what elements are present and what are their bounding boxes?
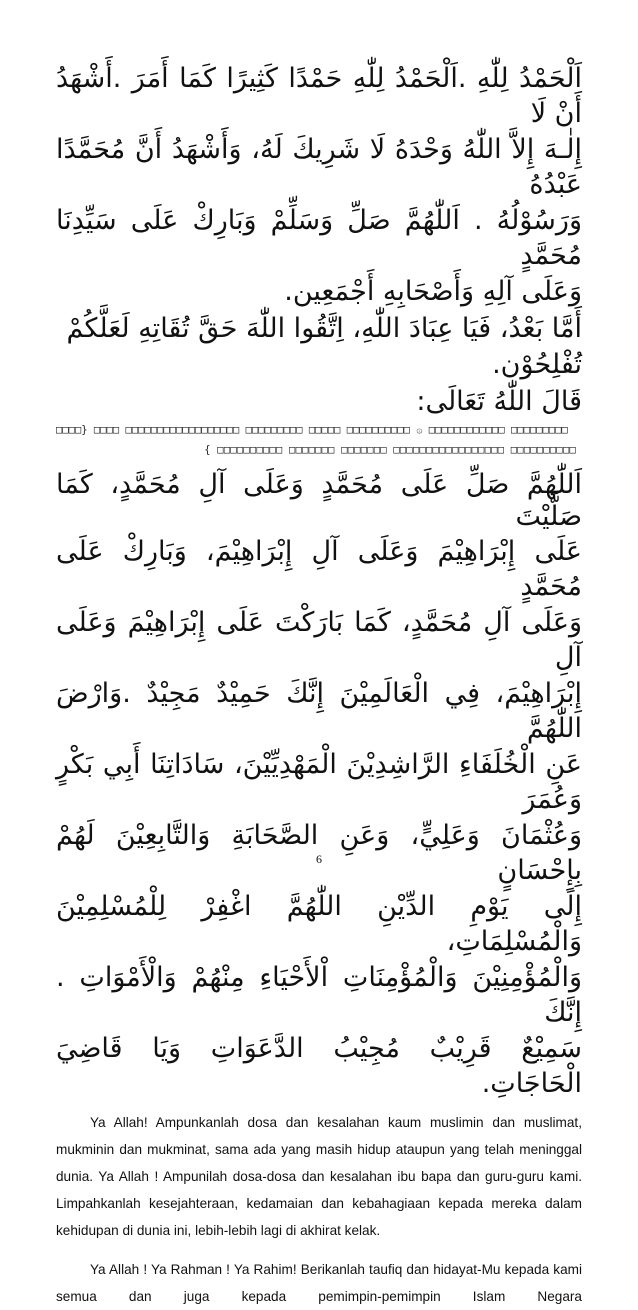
arabic-line: عَنِ الْخُلَفَاءِ الرَّاشِدِيْنَ الْمَهْدِيِّيْنَ، سَادَاتِنَا أَبِي بَكْرٍ وَعُمَرَ [56, 749, 582, 815]
arabic-line: أَمَّا بَعْدُ، فَيَا عِبَادَ اللّٰهِ، اِتَّقُوا اللّٰهَ حَقَّ تُقَاتِهِ لَعَلَّكُمْ [66, 312, 582, 344]
arabic-line: إِلَى يَوْمِ الدِّيْنِ اللّٰهُمَّ اغْفِرْ لِلْمُسْلِمِيْنَ وَالْمُسْلِمَاتِ، [56, 891, 582, 957]
arabic-line: وَعَلَى آلِهِ وَأَصْحَابِهِ أَجْمَعِين. [284, 276, 582, 307]
arabic-line: سَمِيْعٌ قَرِيْبٌ مُجِيْبُ الدَّعَوَاتِ وَيَا قَاضِيَ الْحَاجَاتِ. [56, 1033, 582, 1099]
verse-line: □□□□} □□□□ □□□□□□□□□□□□□□□□□□ □□□□□□□□□ □□□□□ □□□□□□□□□□ ۞ □□□□□□□□□□□□ □□□□□□□□□ [56, 424, 568, 436]
arabic-line: وَعَلَى آلِ مُحَمَّدٍ، كَمَا بَارَكْتَ عَلَى إِبْرَاهِيْمَ وَعَلَى آلِ [56, 607, 582, 673]
arabic-line: إِلٰـهَ إِلاَّ اللّٰهُ وَحْدَهُ لَا شَرِيكَ لَهُ، وَأَشْهَدُ أَنَّ مُحَمَّدًا عَبْدُهُ [56, 134, 582, 200]
arabic-line: وَالْمُؤْمِنِيْنَ وَالْمُؤْمِنَاتِ اْلأَحْيَاءِ مِنْهُمْ وَالْأَمْوَاتِ . إِنَّكَ [56, 962, 582, 1028]
verse-line: { □□□□□□□□□□ □□□□□□□ □□□□□□□ □□□□□□□□□□□□□□□□□ □□□□□□□□□□ [204, 444, 576, 456]
arabic-line: وَرَسُوْلُهُ . اَللّٰهُمَّ صَلِّ وَسَلِّمْ وَبَارِكْ عَلَى سَيِّدِنَا مُحَمَّدٍ [56, 205, 582, 271]
arabic-line: عَلَى إِبْرَاهِيْمَ وَعَلَى آلِ إِبْرَاهِيْمَ، وَبَارِكْ عَلَى مُحَمَّدٍ [56, 536, 582, 602]
arabic-dua-block [56, 469, 582, 1101]
arabic-line: تُفْلِحُوْن. [492, 349, 582, 380]
arabic-line: اَللّٰهُمَّ صَلِّ عَلَى مُحَمَّدٍ وَعَلَى آلِ مُحَمَّدٍ، كَمَا صَلَّيْتَ [56, 469, 582, 532]
arabic-line: وَعُثْمَانَ وَعَلِيٍّ، وَعَنِ الصَّحَابَةِ وَالتَّابِعِيْنَ لَهُمْ بِإِحْسَانٍ [56, 820, 582, 886]
arabic-line: قَالَ اللّٰهُ تَعَالَى: [416, 385, 582, 417]
arabic-opening-block [56, 62, 582, 419]
arabic-line: إِبْرَاهِيْمَ، فِي الْعَالَمِيْنَ إِنَّكَ حَمِيْدٌ مَجِيْدٌ .وَارْضَ اللّٰهُمَّ [56, 678, 582, 744]
translation-paragraph: Ya Allah! Ampunkanlah dosa dan kesalahan kaum muslimin dan muslimat, mukminin dan mukminat, sama ada yang masih hidup ataupun yang telah meninggal dunia. Ya Allah ! Ampunilah dosa-dosa dan kesalahan ibu bapa dan guru-guru kami. Limpahkanlah kesejahteraan, kedamaian dan kebahagiaan kepada mereka dalam kehidupan di dunia ini, lebih-lebih lagi di akhirat kelak. [56, 1115, 582, 1238]
quran-verse-placeholder [56, 421, 582, 459]
page-number: 6 [316, 852, 322, 866]
translation-paragraph: Ya Allah ! Ya Rahman ! Ya Rahim! Berikanlah taufiq dan hidayat-Mu kepada kami semua dan juga kepada pemimpin-pemimpin Islam Negara [56, 1262, 582, 1304]
arabic-line: اَلْحَمْدُ لِلّٰهِ .اَلْحَمْدُ لِلّٰهِ حَمْدًا كَثِيرًا كَمَا أَمَرَ .أَشْهَدُ أَنْ لَا [56, 63, 582, 129]
